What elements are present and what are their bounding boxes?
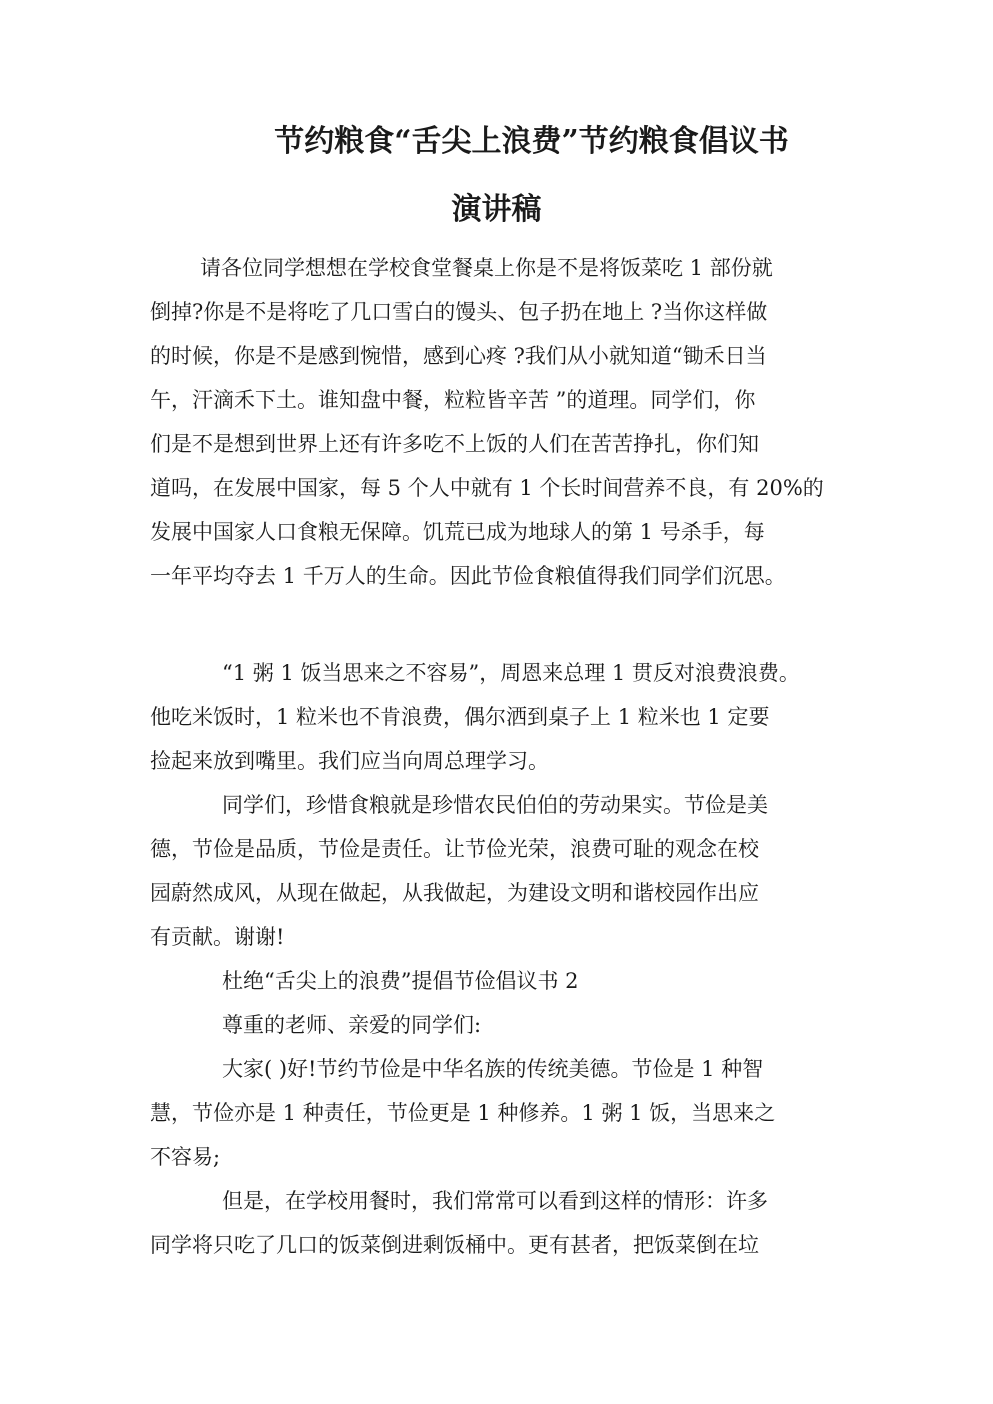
document-title-line-1: 节约粮食“舌尖上浪费”节约粮食倡议书: [274, 124, 789, 159]
paragraph-2-line-1: “1 粥 1 饭当思来之不容易”，周恩来总理 1 贯反对浪费浪费。: [222, 661, 800, 685]
salutation: 尊重的老师、亲爱的同学们:: [222, 1013, 482, 1037]
paragraph-2-line-3: 捡起来放到嘴里。我们应当向周总理学习。: [150, 749, 549, 773]
paragraph-1-line-2: 倒掉?你是不是将吃了几口雪白的馒头、包子扔在地上 ?当你这样做: [150, 300, 768, 324]
paragraph-3-line-2: 德，节俭是品质，节俭是责任。让节俭光荣，浪费可耻的观念在校: [150, 837, 759, 861]
paragraph-5-line-1: 但是，在学校用餐时，我们常常可以看到这样的情形：许多: [222, 1189, 768, 1213]
paragraph-3-line-3: 园蔚然成风，从现在做起，从我做起，为建设文明和谐校园作出应: [150, 881, 759, 905]
paragraph-5-line-2: 同学将只吃了几口的饭菜倒进剩饭桶中。更有甚者，把饭菜倒在垃: [150, 1233, 759, 1257]
paragraph-1-line-8: 一年平均夺去 1 千万人的生命。因此节俭食粮值得我们同学们沉思。: [150, 564, 786, 588]
paragraph-2-line-2: 他吃米饭时，1 粒米也不肯浪费，偶尔洒到桌子上 1 粒米也 1 定要: [150, 705, 770, 729]
paragraph-1-line-1: 请各位同学想想在学校食堂餐桌上你是不是将饭菜吃 1 部份就: [200, 256, 773, 280]
paragraph-1-line-6: 道吗，在发展中国家，每 5 个人中就有 1 个长时间营养不良，有 20%的: [150, 476, 824, 500]
paragraph-4-line-2: 慧，节俭亦是 1 种责任，节俭更是 1 种修养。1 粥 1 饭，当思来之: [150, 1101, 776, 1125]
paragraph-1-line-7: 发展中国家人口食粮无保障。饥荒已成为地球人的第 1 号杀手，每: [150, 520, 765, 544]
paragraph-4-line-3: 不容易;: [150, 1145, 221, 1169]
paragraph-3-line-4: 有贡献。谢谢!: [150, 925, 285, 949]
paragraph-1-line-5: 们是不是想到世界上还有许多吃不上饭的人们在苦苦挣扎，你们知: [150, 432, 759, 456]
paragraph-1-line-4: 午，汗滴禾下土。谁知盘中餐，粒粒皆辛苦 ”的道理。同学们，你: [150, 388, 756, 412]
section-heading-2: 杜绝“舌尖上的浪费”提倡节俭倡议书 2: [222, 969, 579, 993]
paragraph-3-line-1: 同学们，珍惜食粮就是珍惜农民伯伯的劳动果实。节俭是美: [222, 793, 768, 817]
document-title-line-2: 演讲稿: [451, 192, 542, 227]
paragraph-4-line-1: 大家( )好!节约节俭是中华名族的传统美德。节俭是 1 种智: [222, 1057, 764, 1081]
paragraph-1-line-3: 的时候，你是不是感到惋惜，感到心疼 ?我们从小就知道“锄禾日当: [150, 344, 767, 368]
